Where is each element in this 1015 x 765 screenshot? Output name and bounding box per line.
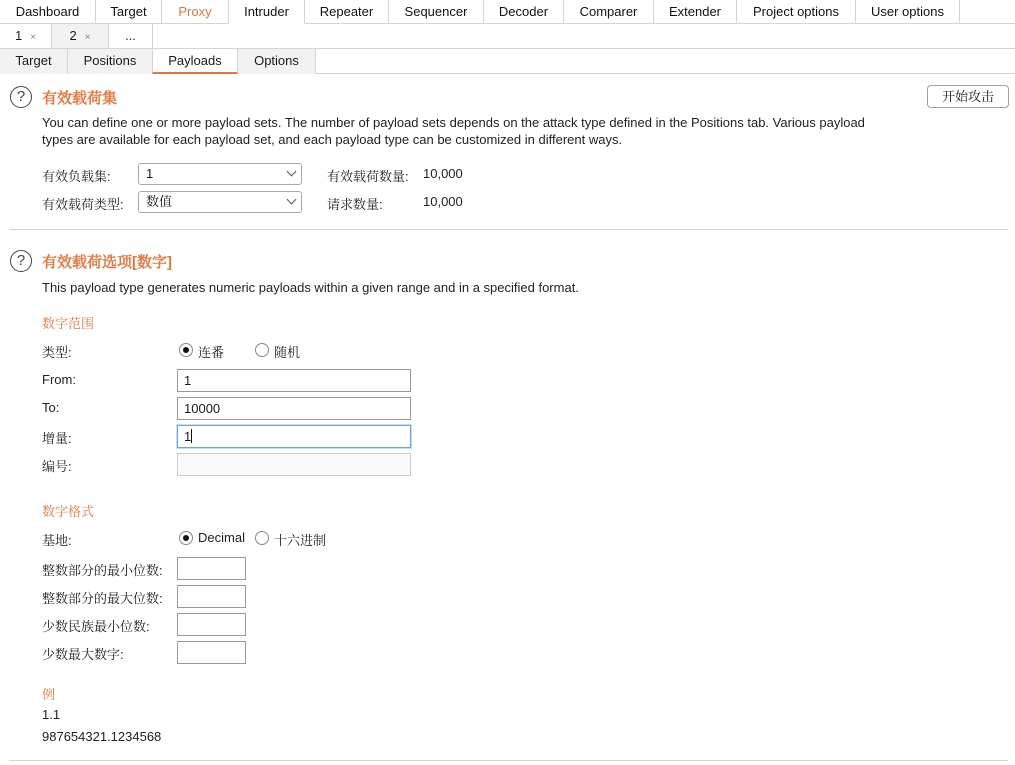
payload-options-title: 有效载荷选项[数字] — [42, 254, 172, 271]
hex-radio[interactable] — [255, 531, 269, 545]
example-value: 1.1 — [42, 707, 61, 722]
number-input[interactable] — [177, 453, 411, 476]
attack-tab-2[interactable] — [52, 24, 109, 48]
tab-repeater[interactable]: Repeater — [305, 0, 389, 24]
max-fraction-digits-label: 少数最大数字: — [42, 647, 124, 662]
step-value: 1 — [184, 429, 192, 444]
close-icon[interactable]: × — [30, 32, 37, 43]
payload-count-value: 10,000 — [423, 166, 463, 181]
max-fraction-digits-input[interactable] — [177, 641, 246, 664]
random-radio[interactable] — [255, 343, 269, 357]
min-fraction-digits-input[interactable] — [177, 613, 246, 636]
decimal-radio[interactable] — [179, 531, 193, 545]
tab-options[interactable]: Options — [238, 49, 316, 74]
intruder-tab-bar — [0, 49, 1015, 74]
from-input[interactable]: 1 — [177, 369, 411, 392]
min-integer-digits-input[interactable] — [177, 557, 246, 580]
description-line: types are available for each payload set, and each payload type can be customized in different ways. — [42, 132, 623, 147]
attack-tab-1[interactable] — [0, 24, 52, 48]
step-input[interactable] — [177, 425, 411, 448]
tab-intruder[interactable]: Intruder — [229, 0, 305, 25]
tab-positions[interactable]: Positions — [68, 49, 153, 74]
payload-set-select[interactable] — [138, 163, 302, 185]
section-divider — [9, 760, 1008, 761]
random-label: 随机 — [274, 345, 301, 360]
payload-sets-description — [42, 114, 912, 148]
payload-type-value: 数值 — [146, 194, 173, 209]
number-range-heading: 数字范围 — [42, 316, 95, 331]
payload-sets-title: 有效载荷集 — [42, 90, 118, 107]
hex-label: 十六进制 — [274, 533, 327, 548]
chevron-down-icon — [287, 167, 297, 177]
tab-dashboard[interactable]: Dashboard — [0, 0, 96, 24]
payload-type-label: 有效载荷类型: — [42, 197, 124, 212]
payload-options-description: This payload type generates numeric payloads within a given range and in a specified format. — [42, 280, 579, 295]
attack-tab-label: 1 — [14, 28, 23, 43]
request-count-label: 请求数量: — [327, 197, 383, 212]
sequential-label: 连番 — [198, 345, 225, 360]
tab-intruder-target[interactable]: Target — [0, 49, 68, 74]
payload-set-label: 有效负载集: — [42, 169, 111, 184]
tab-project-options[interactable]: Project options — [737, 0, 856, 24]
to-input[interactable]: 10000 — [177, 397, 411, 420]
start-attack-button[interactable]: 开始攻击 — [927, 85, 1009, 108]
tab-user-options[interactable]: User options — [856, 0, 960, 24]
help-icon[interactable]: ? — [10, 86, 32, 108]
base-label: 基地: — [42, 533, 72, 548]
text-caret — [191, 429, 192, 443]
tab-proxy[interactable]: Proxy — [162, 0, 229, 24]
number-format-heading: 数字格式 — [42, 504, 95, 519]
max-integer-digits-input[interactable] — [177, 585, 246, 608]
min-integer-digits-label: 整数部分的最小位数: — [42, 563, 163, 578]
min-fraction-digits-label: 少数民族最小位数: — [42, 619, 150, 634]
type-label: 类型: — [42, 345, 72, 360]
attack-tab-label: 2 — [69, 28, 77, 43]
payload-type-select[interactable] — [138, 191, 302, 213]
close-icon[interactable]: × — [84, 32, 91, 43]
tab-comparer[interactable]: Comparer — [564, 0, 654, 24]
tab-sequencer[interactable]: Sequencer — [389, 0, 484, 24]
from-label: From: — [42, 372, 76, 387]
attack-tab-bar — [0, 24, 1015, 49]
to-label: To: — [42, 400, 60, 415]
tab-target[interactable]: Target — [96, 0, 162, 24]
example-value: 987654321.1234568 — [42, 729, 162, 744]
step-label: 增量: — [42, 431, 72, 446]
tab-extender[interactable]: Extender — [654, 0, 737, 24]
help-icon[interactable]: ? — [10, 250, 32, 272]
examples-heading: 例 — [42, 687, 56, 702]
section-divider — [9, 229, 1008, 230]
tab-decoder[interactable]: Decoder — [484, 0, 564, 24]
sequential-radio[interactable] — [179, 343, 193, 357]
tab-payloads[interactable]: Payloads — [152, 49, 238, 74]
main-tab-bar — [0, 0, 1015, 24]
new-attack-tab[interactable]: ... — [109, 24, 153, 48]
payload-count-label: 有效载荷数量: — [327, 169, 409, 184]
request-count-value: 10,000 — [423, 194, 463, 209]
decimal-label: Decimal — [198, 530, 245, 545]
payload-set-value: 1 — [146, 166, 154, 181]
max-integer-digits-label: 整数部分的最大位数: — [42, 591, 163, 606]
number-label: 编号: — [42, 459, 72, 474]
description-line: You can define one or more payload sets. The number of payload sets depends on the attack type defined in the Positions tab. Various payload — [42, 115, 865, 130]
chevron-down-icon — [287, 195, 297, 205]
